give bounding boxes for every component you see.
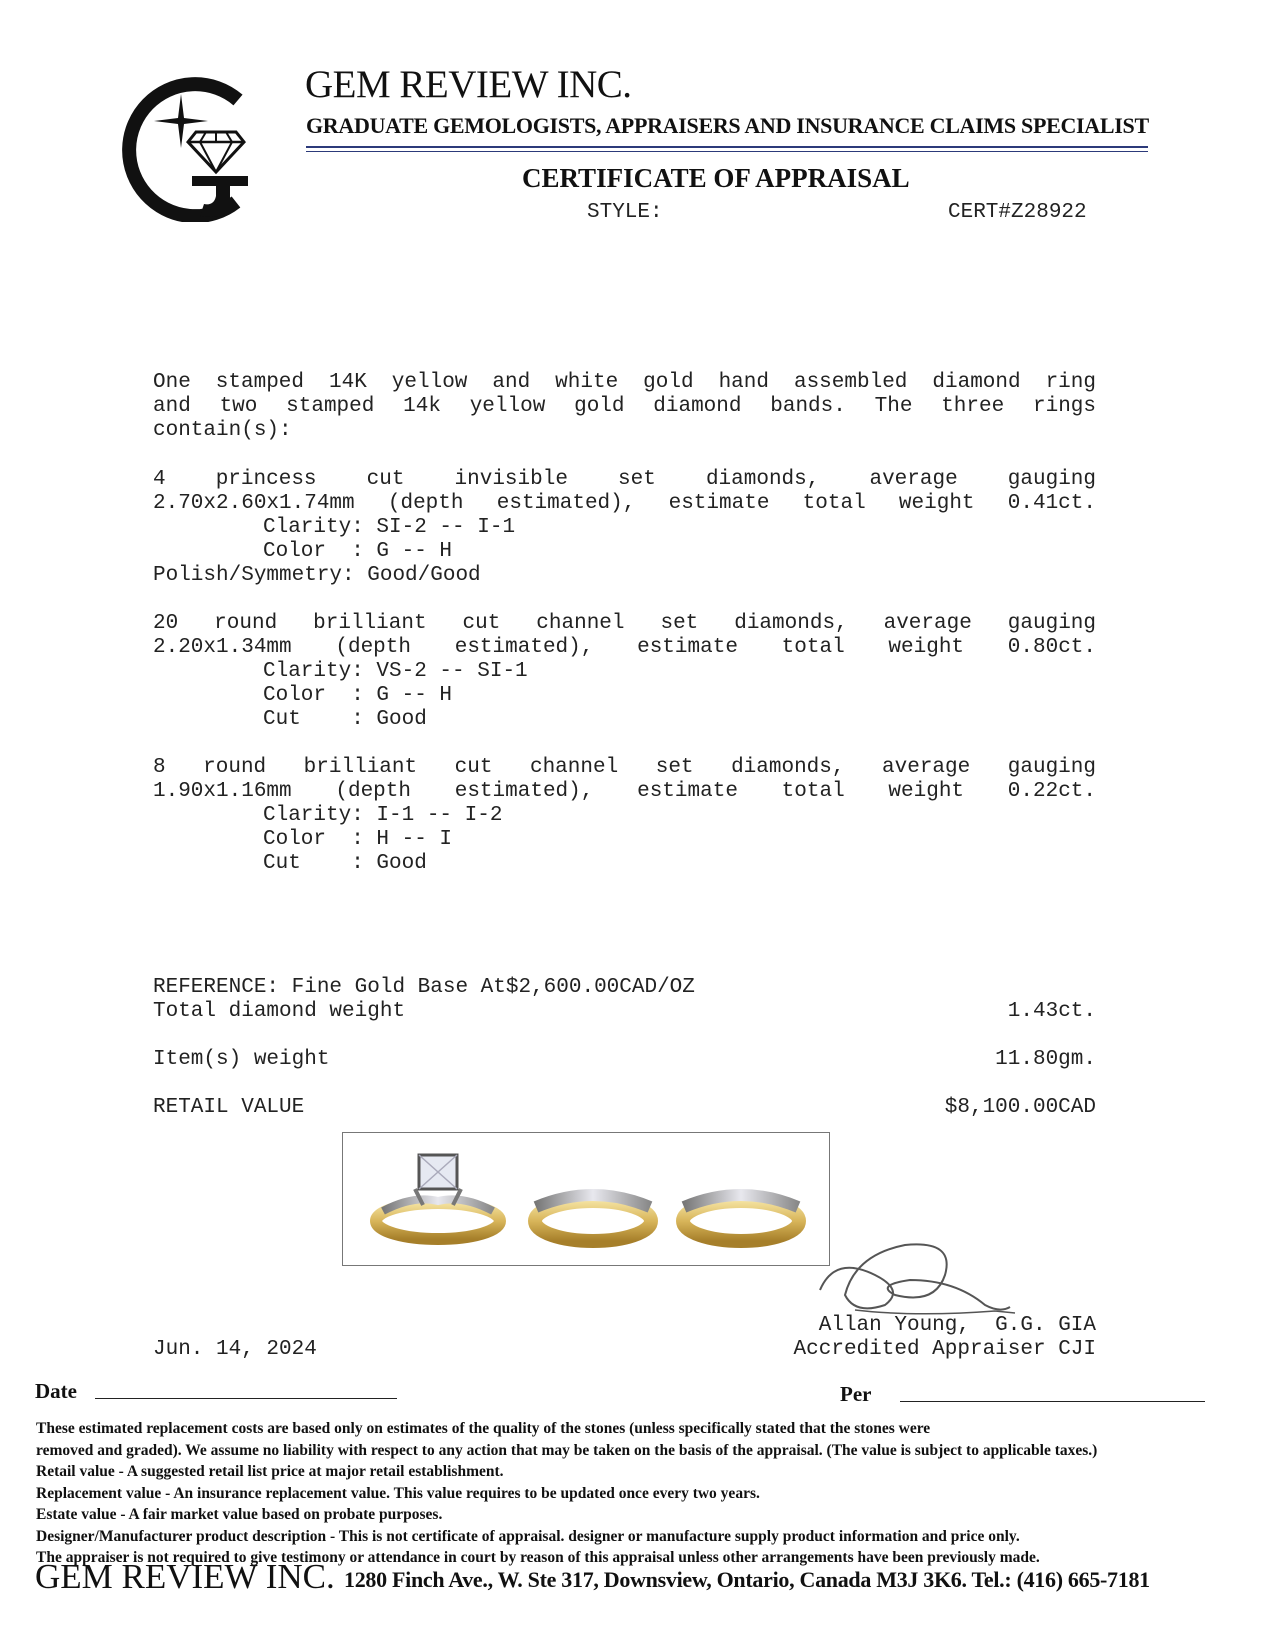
description-line: One stamped 14K yellow and white gold hand assembled diamond ring [153, 371, 1096, 394]
footer-company: GEM REVIEW INC. [35, 1557, 335, 1596]
stone-line: 8 round brilliant cut channel set diamonds, average gauging [153, 756, 1096, 779]
reference-text: REFERENCE: Fine Gold Base At$2,600.00CAD/OZ [153, 976, 695, 999]
total-weight-row [153, 1000, 1096, 1024]
retail-value-label: RETAIL VALUE [153, 1096, 305, 1119]
retail-value-row [153, 1096, 1096, 1120]
stone-group-2 [153, 612, 1096, 732]
appraiser-title: Accredited Appraiser CJI [793, 1338, 1096, 1361]
total-weight-label: Total diamond weight [153, 1000, 406, 1023]
header-rule-top [306, 146, 1148, 148]
appraiser-signature [815, 1235, 1025, 1325]
stone-line: 2.20x1.34mm (depth estimated), estimate total weight 0.80ct. [153, 636, 1096, 659]
stone-cut: Cut : Good [263, 852, 427, 875]
stone-clarity: Clarity: VS-2 -- SI-1 [263, 660, 528, 683]
date-line [95, 1398, 397, 1399]
disclaimer-line: removed and graded). We assume no liability with respect to any action that may be taken on the basis of the appraisal. (The value is subject to applicable taxes.) [36, 1441, 1098, 1459]
appraiser-title-row [153, 1338, 1096, 1362]
disclaimer-line: These estimated replacement costs are based only on estimates of the quality of the stones (unless specifically stated that the stones were [36, 1420, 931, 1437]
header-rule-bottom [306, 151, 1148, 152]
disclaimer-line: Retail value - A suggested retail list price at major retail establishment. [36, 1463, 504, 1480]
per-line [900, 1401, 1205, 1402]
gold-reference [153, 976, 1096, 1000]
stone-line: 4 princess cut invisible set diamonds, average gauging [153, 468, 1096, 491]
stone-group-1 [153, 468, 1096, 588]
description-line: contain(s): [153, 419, 292, 442]
rings-photo [342, 1132, 830, 1266]
stone-line: 1.90x1.16mm (depth estimated), estimate total weight 0.22ct. [153, 780, 1096, 803]
item-weight-value: 11.80gm. [995, 1048, 1096, 1071]
appraisal-date: Jun. 14, 2024 [153, 1338, 317, 1361]
disclaimer-line: Replacement value - An insurance replacement value. This value requires to be updated once every two years. [36, 1484, 760, 1502]
stone-polish: Polish/Symmetry: Good/Good [153, 564, 481, 587]
appraiser-name: Allan Young, G.G. GIA [818, 1314, 1096, 1337]
footer-address: 1280 Finch Ave., W. Ste 317, Downsview, Ontario, Canada M3J 3K6. Tel.: (416) 665-7181 [344, 1567, 1150, 1592]
stone-clarity: Clarity: SI-2 -- I-1 [263, 516, 516, 539]
item-weight-label: Item(s) weight [153, 1048, 330, 1071]
retail-value-amount: $8,100.00CAD [944, 1096, 1096, 1119]
diamond-star-g-logo-icon [118, 70, 258, 222]
certificate-number: CERT#Z28922 [948, 201, 1087, 224]
per-label: Per [840, 1382, 872, 1406]
stone-line: 20 round brilliant cut channel set diamonds, average gauging [153, 612, 1096, 635]
engagement-ring-image [376, 1155, 500, 1239]
company-name: GEM REVIEW INC. [305, 63, 632, 106]
item-description [153, 371, 1096, 443]
stone-cut: Cut : Good [263, 708, 427, 731]
disclaimer [36, 1418, 1251, 1569]
stone-clarity: Clarity: I-1 -- I-2 [263, 804, 503, 827]
diamond-band-image-2 [683, 1195, 799, 1241]
item-weight-row [153, 1048, 1096, 1072]
stone-color: Color : G -- H [263, 684, 453, 707]
stone-group-3 [153, 756, 1096, 876]
stone-color: Color : H -- I [263, 828, 453, 851]
style-label: STYLE: [587, 201, 663, 224]
disclaimer-line: Designer/Manufacturer product description - This is not certificate of appraisal. designer or manufacture supply product information and price only. [36, 1527, 1020, 1545]
stone-color: Color : G -- H [263, 540, 453, 563]
company-tagline: GRADUATE GEMOLOGISTS, APPRAISERS AND INSURANCE CLAIMS SPECIALIST [306, 113, 1149, 138]
diamond-band-image-1 [535, 1195, 651, 1241]
date-label: Date [35, 1379, 77, 1403]
certificate-title: CERTIFICATE OF APPRAISAL [522, 163, 910, 193]
disclaimer-line: Estate value - A fair market value based on probate purposes. [36, 1506, 443, 1523]
total-weight-value: 1.43ct. [1007, 1000, 1096, 1023]
stone-line: 2.70x2.60x1.74mm (depth estimated), estimate total weight 0.41ct. [153, 492, 1096, 515]
description-line: and two stamped 14k yellow gold diamond bands. The three rings [153, 395, 1096, 418]
disclaimer-line: The appraiser is not required to give testimony or attendance in court by reason of this appraisal unless other arrangements have been previously made. [36, 1549, 1040, 1566]
